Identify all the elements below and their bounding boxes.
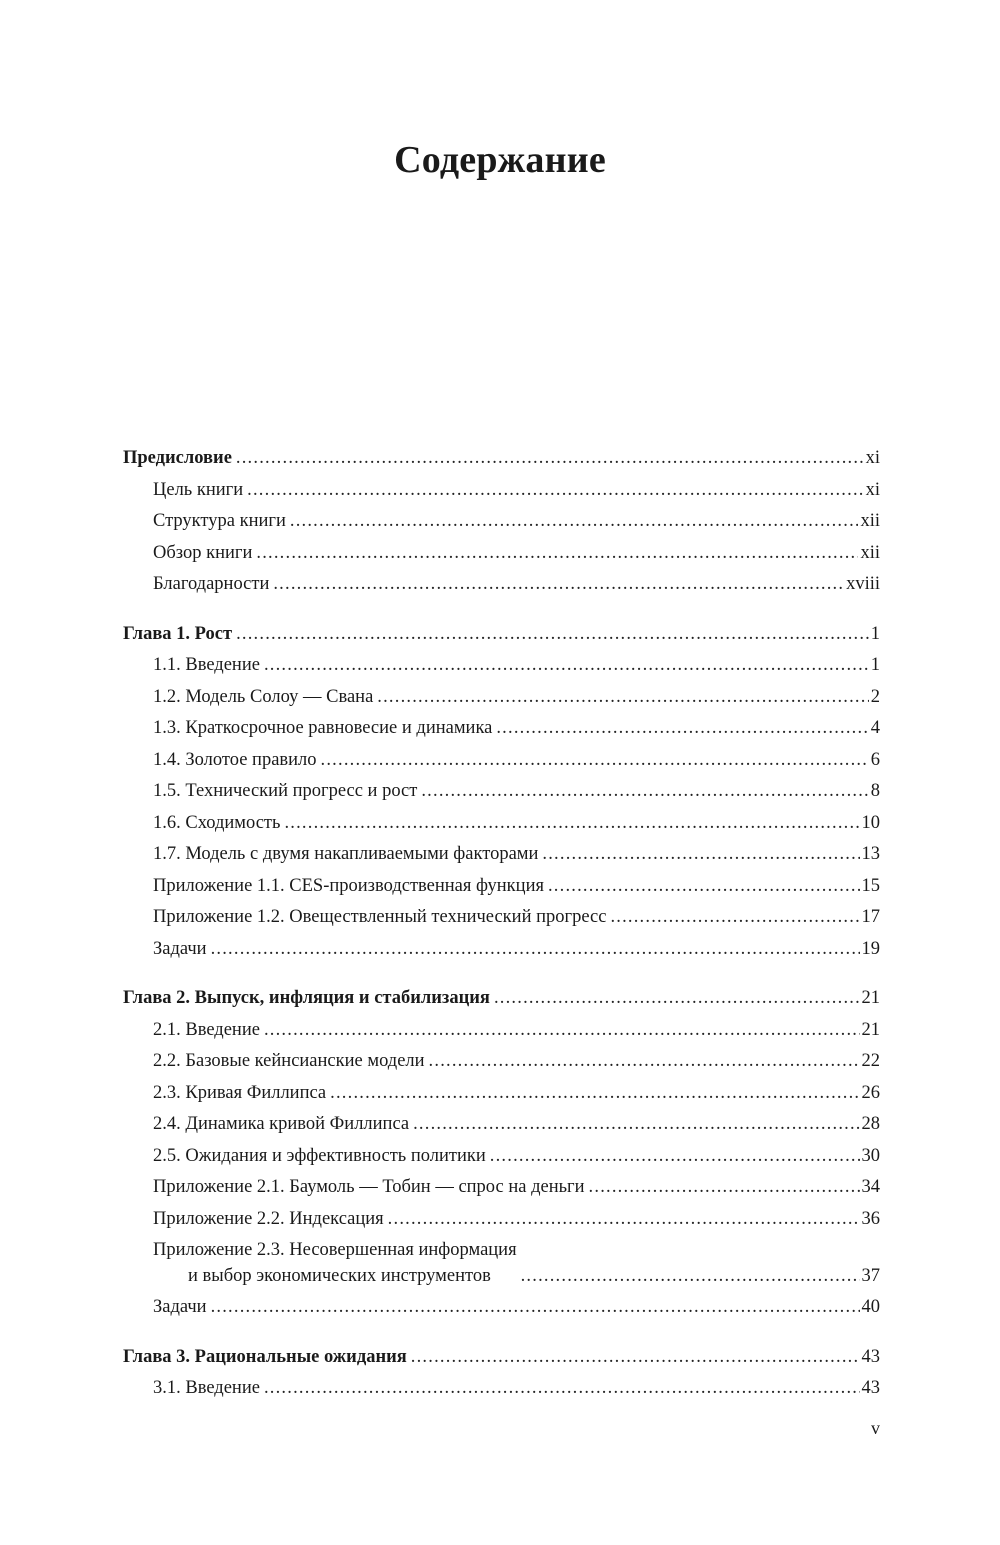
toc-entry-title: 1.7. Модель с двумя накапливаемыми факторами [153,839,542,871]
toc-entry-title: Цель книги [153,475,247,507]
toc-page-number: 8 [870,781,880,801]
toc-page-number: 36 [861,1208,880,1229]
toc-page-number: 34 [861,1177,880,1197]
toc-page-number: 1 [870,623,880,644]
toc-page-number: xi [865,448,880,468]
toc-entry-title: 1.4. Золотое правило [153,745,321,777]
toc-section-entry [123,1204,880,1236]
toc-entry-title: 2.2. Базовые кейнсианские модели [153,1046,429,1078]
toc-section-entry [123,934,880,966]
toc-section-entry [123,1172,880,1204]
toc-page-number: 43 [861,1346,880,1367]
toc-page-number: 30 [861,1145,880,1166]
toc-page-number: 13 [861,844,880,864]
toc-section-entry [123,475,880,507]
toc-entry-title: Приложение 1.1. CES-производственная функция [153,871,548,903]
toc-page-number: 28 [861,1114,880,1134]
dot-leader [388,1204,860,1236]
toc-page-number: 37 [861,1266,880,1286]
dot-leader [494,983,860,1015]
toc-chapter-entry [123,1342,880,1374]
toc-page-number: 21 [861,988,880,1008]
toc-page-number: 43 [861,1378,880,1398]
toc-chapter-entry [123,983,880,1015]
dot-leader [256,538,858,570]
dot-leader [264,1015,860,1047]
dot-leader [321,745,869,777]
dot-leader [236,619,869,651]
dot-leader [236,443,864,475]
toc-section-entry [123,538,880,570]
toc-entry-title: Задачи [153,1292,211,1324]
dot-leader [610,902,859,934]
dot-leader [548,871,860,903]
dot-leader [496,713,868,745]
toc-section-entry [123,682,880,714]
toc-entry-title: 1.6. Сходимость [153,808,284,840]
toc-entry-title: Предисловие [123,443,236,475]
toc-page-number: 15 [861,875,880,896]
toc-page-number: 40 [861,1297,880,1317]
toc-entry-title: Задачи [153,934,211,966]
toc-section-entry [123,839,880,871]
toc-section-entry [123,1141,880,1173]
toc-section-entry [123,650,880,682]
toc-section-entry [123,1235,880,1292]
dot-leader [490,1141,860,1173]
toc-entry-title-continuation: и выбор экономических инструментов [188,1265,491,1286]
dot-leader [273,569,844,601]
dot-leader [429,1046,860,1078]
toc-page-number: xii [860,542,880,563]
toc-page-number: xii [860,511,880,531]
table-of-contents [123,443,880,1405]
dot-leader [521,1264,860,1289]
page-title: Содержание [394,139,606,181]
dot-leader [589,1172,860,1204]
toc-entry-title: 3.1. Введение [153,1373,264,1405]
toc-entry-title [153,1238,521,1289]
toc-section-entry [123,1373,880,1405]
toc-chapter-entry [123,443,880,475]
toc-entry-title: Структура книги [153,506,290,538]
toc-entry-title: 1.5. Технический прогресс и рост [153,776,421,808]
toc-entry-title: Приложение 2.2. Индексация [153,1204,388,1236]
toc-page-number: 17 [861,907,880,927]
toc-entry-title: 2.4. Динамика кривой Филлипса [153,1109,413,1141]
dot-leader [377,682,868,714]
toc-entry-title: 2.5. Ожидания и эффективность политики [153,1141,490,1173]
toc-section-entry [123,1109,880,1141]
toc-section-entry [123,871,880,903]
toc-page-number: 21 [861,1019,880,1040]
toc-page-number: 26 [861,1082,880,1103]
toc-entry-title: 1.3. Краткосрочное равновесие и динамика [153,713,496,745]
dot-leader [330,1078,859,1110]
toc-page-number: xviii [846,574,880,594]
dot-leader [411,1342,860,1374]
dot-leader [413,1109,859,1141]
toc-section-entry [123,808,880,840]
dot-leader [284,808,859,840]
toc-entry-title: 2.1. Введение [153,1015,264,1047]
toc-section-entry [123,776,880,808]
toc-page-number: 6 [870,749,880,770]
dot-leader [264,1373,860,1405]
toc-section-entry [123,745,880,777]
dot-leader [542,839,859,871]
toc-page-number: 19 [861,938,880,959]
toc-page-number: 1 [870,655,880,675]
toc-section-entry [123,713,880,745]
toc-entry-title: Благодарности [153,569,273,601]
toc-section-entry [123,1078,880,1110]
dot-leader [247,475,863,507]
toc-section-entry [123,1015,880,1047]
toc-page-number: 2 [870,686,880,707]
dot-leader [421,776,868,808]
toc-entry-title-line: Приложение 2.3. Несовершенная информация [153,1240,517,1260]
toc-entry-title: Глава 2. Выпуск, инфляция и стабилизация [123,983,494,1015]
toc-page-number: 22 [861,1051,880,1071]
toc-entry-title: 2.3. Кривая Филлипса [153,1078,330,1110]
toc-page-number: 10 [861,812,880,833]
toc-chapter-entry [123,619,880,651]
toc-section-entry [123,569,880,601]
toc-entry-title: 1.1. Введение [153,650,264,682]
toc-page-number: 4 [870,718,880,738]
toc-section-entry [123,902,880,934]
toc-entry-title: Обзор книги [153,538,256,570]
page-number: v [871,1418,880,1438]
toc-entry-title: Глава 3. Рациональные ожидания [123,1342,411,1374]
toc-page-number: xi [865,479,880,500]
toc-entry-title: Глава 1. Рост [123,619,236,651]
toc-entry-title: 1.2. Модель Солоу — Свана [153,682,377,714]
toc-entry-title: Приложение 2.1. Баумоль — Тобин — спрос на деньги [153,1172,589,1204]
toc-section-entry [123,1292,880,1324]
dot-leader [290,506,859,538]
dot-leader [264,650,869,682]
toc-section-entry [123,506,880,538]
dot-leader [211,1292,860,1324]
dot-leader [211,934,860,966]
toc-entry-title: Приложение 1.2. Овеществленный технический прогресс [153,902,610,934]
toc-section-entry [123,1046,880,1078]
